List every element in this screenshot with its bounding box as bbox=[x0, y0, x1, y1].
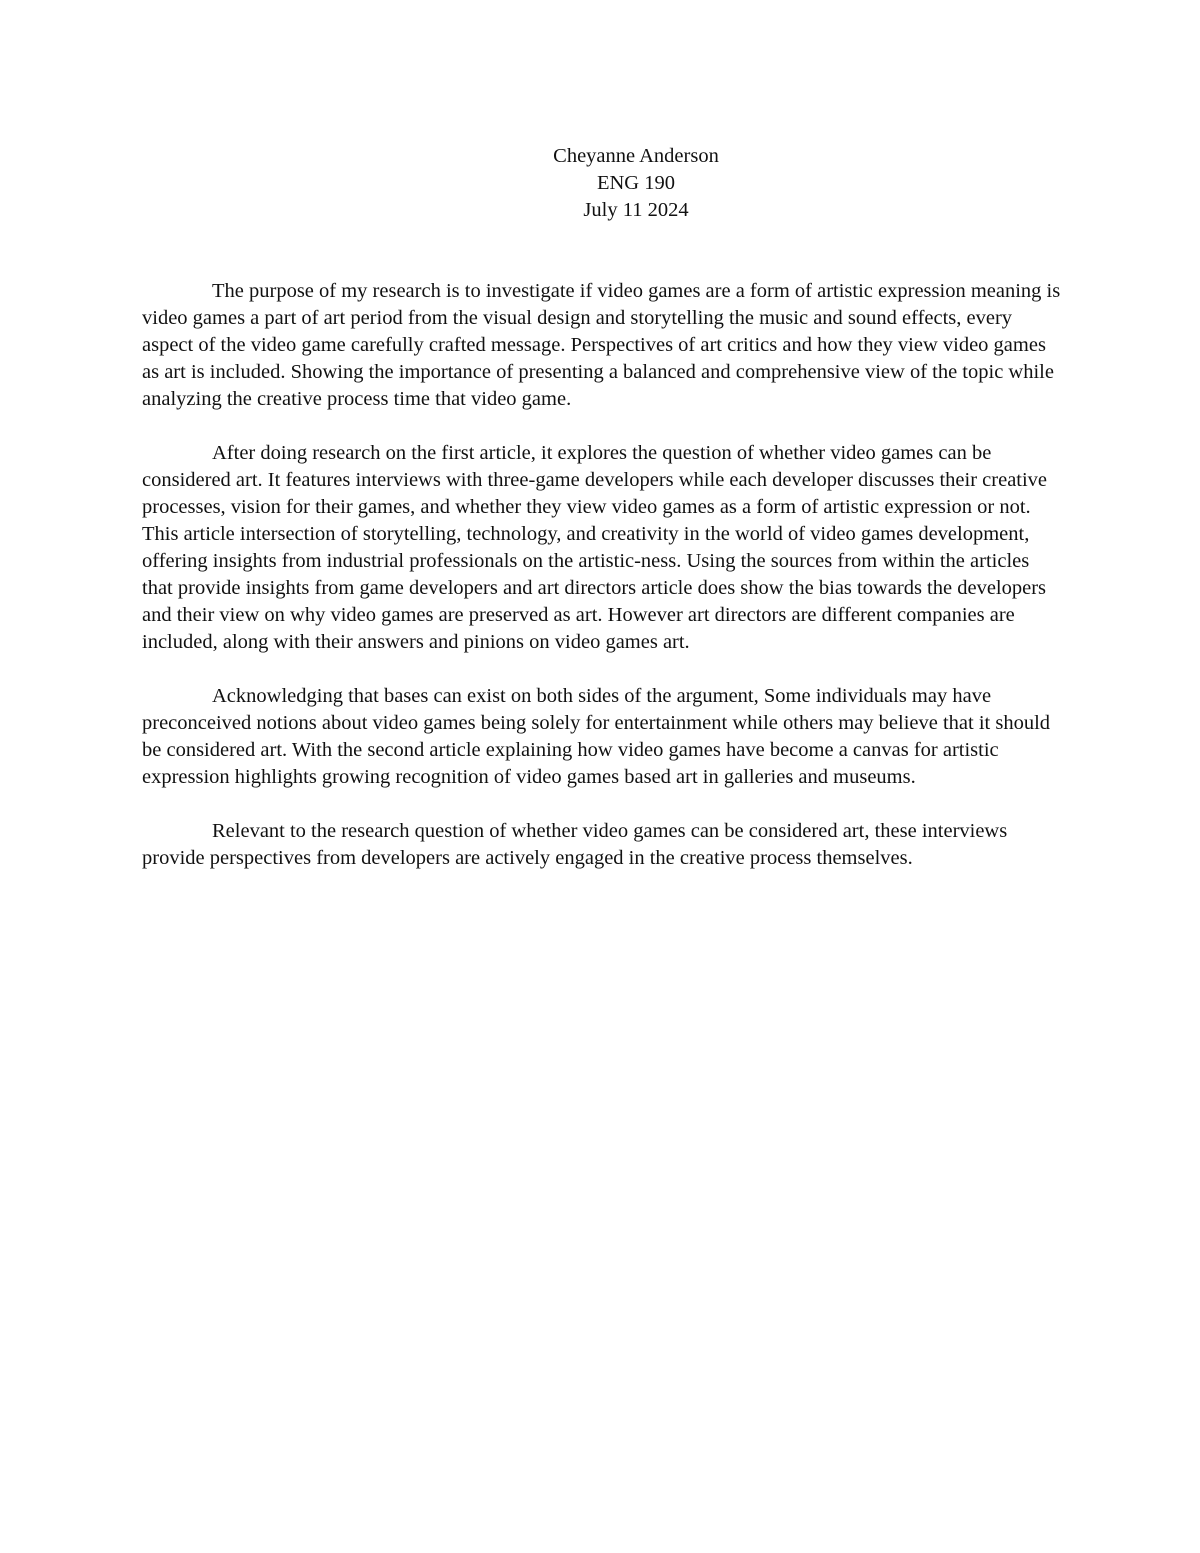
paragraph-4: Relevant to the research question of whether video games can be considered art, these interviews provide perspectives from developers are actively engaged in the creative process themselves. bbox=[142, 820, 1008, 869]
document-header bbox=[0, 143, 1200, 224]
paragraph-1: The purpose of my research is to investigate if video games are a form of artistic expression meaning is video games a part of art period from the visual design and storytelling the music and sound effects, every aspect of the video game carefully crafted message. Perspectives of art critics and how they view video games as art is included. Showing the importance of presenting a balanced and comprehensive view of the topic while analyzing the creative process time that video game. bbox=[142, 280, 1061, 410]
paragraph-3: Acknowledging that bases can exist on both sides of the argument, Some individuals may have preconceived notions about video games being solely for entertainment while others may believe that it should be considered art. With the second article explaining how video games have become a canvas for artistic expression highlights growing recognition of video games based art in galleries and museums. bbox=[142, 685, 1051, 788]
author-name: Cheyanne Anderson bbox=[553, 145, 719, 167]
document-date: July 11 2024 bbox=[583, 199, 689, 221]
paragraph-2: After doing research on the first article, it explores the question of whether video games can be considered art. It features interviews with three-game developers while each developer discusses their creative processes, vision for their games, and whether they view video games as a form of artistic expression or not. This article intersection of storytelling, technology, and creativity in the world of video games development, offering insights from industrial professionals on the artistic-ness. Using the sources from within the articles that provide insights from game developers and art directors article does show the bias towards the developers and their view on why video games are preserved as art. However art directors are different companies are included, along with their answers and pinions on video games art. bbox=[142, 442, 1048, 653]
document-body bbox=[142, 278, 1064, 899]
course-name: ENG 190 bbox=[596, 172, 675, 194]
